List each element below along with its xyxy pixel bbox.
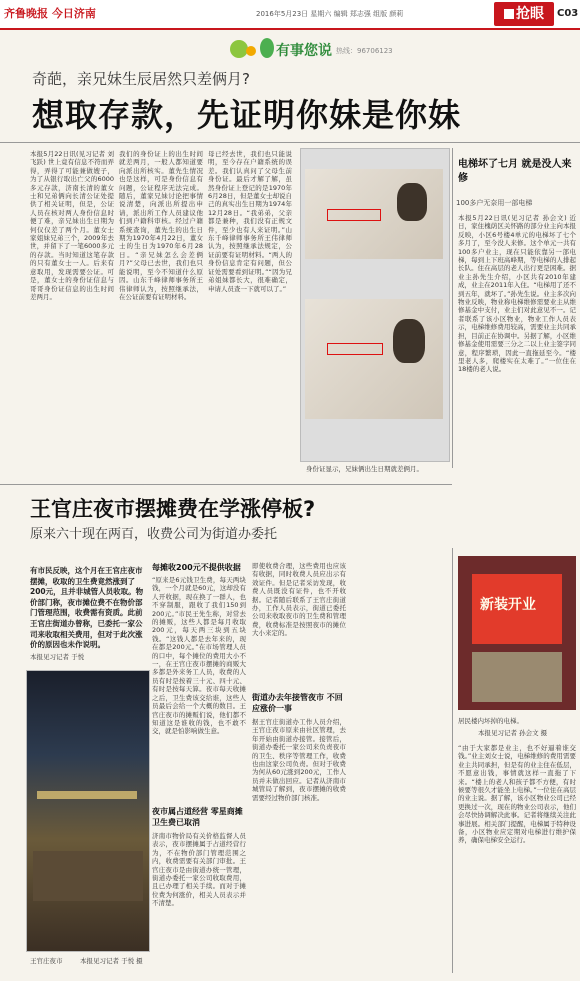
article2-col-d: 据王官庄街道办工作人员介绍，王官庄夜市原来由社区管理，去年开始由街道办接管。接管后，街道办委托一家公司来负责夜市的卫生、秩序等管理工作，收费也由这家公司负责。但对于收费为何从60元涨到200元，工作人员并未做出回应。记者从济南市城管局了解到，夜市摆摊的收费需要经过物价部门核准。 — [252, 718, 346, 802]
divider — [452, 548, 453, 973]
divider — [0, 484, 452, 485]
article2-headline: 王官庄夜市摆摊费在学涨停板? — [30, 497, 316, 521]
article2-col-a: “原来是6元钱卫生费，每天两块钱，一个月就是60元，这却没有人开收据，现在换了一群人，也不穿制服，跟收了我们150到200元。”市民王先生称，对常去的摊贩，这些人都是每月收取200元，每天两三块到五块钱。“这钱人都是去年来的，现在都是200元。”在市场管理人员的口中，每个摊位的费用大小不一，在王官庄夜市摆摊的商贩大多都是外来务工人员，收费的人员有时是按着三十元、四十元、有时是按每天算。夜市每天收摊之后，卫生费该交给谁，这些人员最后会给一个大概的数目。王官庄夜市的摊贩们说，他们都不知道这是谁收的钱，也不敢不交，就是怕影响做生意。 — [152, 576, 246, 736]
highlight-box — [327, 209, 381, 221]
banner-dot-icon — [246, 46, 256, 56]
right1-body: 本报5月22日讯(见习记者 孙会文) 近日，家住槐荫区关怀路的部分业主向本报反映，小区6号楼4单元的电梯坏了七个多月了，至今没人来修。这个单元一共有100多户业主，现在只能依靠另一部电梯，每到上下班高峰期，等电梯的人排起长队。住在高层的老人出行更是困难。据业主孙先生介绍，小区共有2010年建成，业主在2011年入住。“电梯用了还不到五年，就坏了。”孙先生说。业主多次向物业反映，物业称电梯维修需要业主从维修基金中支付，业主们对此意见不一。记者联系了该小区物业，物业工作人员表示，电梯维修费用较高，需要业主共同承担，目前正在协调中。另据了解，小区维修基金使用需要三分之二以上业主签字同意，程序繁琐，因此一直拖延至今。“楼里老人多，爬楼实在太难了。”一位住在18楼的老人说。 — [458, 214, 576, 374]
article2-col-c: 即使收费合理，这些费用也应该有收据，同时收费人员应出示有效证件。但是记者采访发现，收费人员既没有证件，也不开收据。记者随后联系了王官庄街道办，工作人员表示，街道已委托公司来收取夜市的卫生费和管理费，收费标准是按照夜市的摊位大小来定的。 — [252, 562, 346, 638]
divider — [452, 148, 453, 468]
market-stalls — [33, 851, 143, 901]
portrait — [393, 319, 425, 363]
id-card-brother — [305, 299, 443, 419]
page-number: C03 — [557, 8, 579, 19]
article2-byline: 本报见习记者 于悦 — [30, 653, 85, 661]
night-market-caption: 王官庄夜市 — [30, 957, 63, 965]
subhead-c: 街道办去年接管夜市 不回应涨价一事 — [252, 693, 343, 713]
header-info: 2016年5月23日 星期六 编辑 郑志强 组版 颜莉 — [256, 10, 404, 18]
id-card-photo — [300, 148, 450, 462]
right1-title: 电梯坏了七月 就是没人来修 — [458, 159, 572, 184]
article1-col2: 我们的身份证上的出生时间就差两月，一般人都知道要向派出所核实。董先生情况也是这样，可是身份信息有问题，公证程序无法完成。随后，董家兄妹讨论把事情说清楚，向派出所提出申请，派出所工作人员建议他们到户籍科审核。经过户籍系统查询，董先生的出生日期为1970年4月22日，董女士的生日为1970年6月28日。“亲兄妹怎么会差俩月?”父母已去世，我们也只能说明，至今不知道什么原因。山东千峰律师事务所王伟律师认为，按照继承法，在公证前要有证明材料。 — [119, 150, 203, 301]
newspaper-logo: 齐鲁晚报 今日济南 — [4, 7, 96, 20]
divider — [0, 142, 580, 143]
subhead-b: 夜市属占道经营 零星商摊卫生费已取消 — [152, 807, 243, 827]
section-badge-label: 抢眼 — [516, 6, 544, 22]
article2-col-b: 济南市物价局有关价格监督人员表示，夜市摆摊属于占道经营行为，不在物价部门管理范围之内，收费需要有关部门审批。王官庄夜市是由街道办统一管理，街道办委托一家公司收取费用，且已办理了相关手续。而对于摊位费为何涨价，相关人员表示并不清楚。 — [152, 832, 246, 908]
section-badge — [494, 2, 554, 26]
subhead-a: 每摊收200元不提供收据 — [152, 563, 241, 572]
ad-text: 新装开业 — [480, 597, 536, 613]
article1-subtitle: 奇葩，亲兄妹生辰居然只差俩月? — [32, 70, 250, 88]
article1-col1: 本报5月22日讯(见习记者 刘飞跃) 世上竟有信息不符而弄得，弄得了可能兼做嫂子，为了从银行取出亡父的6000多元存款，济南长清的董女士和兄弟俩向长清公证处提供了相关证明，但是，公证人员在核对两人身份信息时便了难，亲兄妹出生日期为何仅仅差了两个月。董女士家姐妹兄弟三个，2009年去世，并留下了一笔6000多元的存款。当时知道这笔存款的只有董女士一人。后来有意取用，发现需要公证。可是，董女士的身份证信息与哥哥身份证信息的出生时间差两月。 — [30, 150, 114, 301]
section-title: 有事您说 — [276, 43, 332, 59]
highlight-box — [327, 343, 383, 355]
elevator-photo — [458, 556, 576, 710]
elevator-caption: 居民楼内坏掉的电梯。 — [458, 717, 523, 725]
night-market-photo — [26, 670, 150, 952]
banner-leaf-icon — [260, 38, 274, 58]
article2-intro: 有市民反映，这个月在王官庄夜市摆摊，收取的卫生费竟然涨到了200元，且并非城管人员收取。物价部门称，夜市摊位费不在物价部门管理范围，收费需有资质。此前王官庄街道办曾称，已委托一家公司来收取相关费用，但对于此次涨价的原因也未作说明。 — [30, 566, 144, 650]
photo-caption: 身份证显示，兄妹俩出生日期就差俩月。 — [306, 465, 423, 473]
light-strip — [37, 791, 137, 799]
article2-subtitle: 原来六十现在两百，收费公司为街道办委托 — [30, 527, 278, 542]
id-card-sister — [305, 169, 443, 259]
article1-headline: 想取存款，先证明你妹是你妹 — [32, 96, 462, 134]
right2-body: “由于大家都是业主，也不好逼着谁交钱。”业主刘女士说，电梯维修的费用需要业主共同承担，但是有的业主住在低层，不愿意出钱，事情就这样一直拖了下来。“楼上的老人和孩子都不方便，有时候要等很久才能坐上电梯。”一位住在高层的业主说。据了解，该小区物业公司已经更换过一次，现在的物业公司表示，他们会尽快协调解决此事。记者将继续关注此事进展。相关部门提醒，电梯属于特种设备，小区物业应定期对电梯进行维护保养，确保电梯安全运行。 — [458, 744, 576, 845]
hotline: 热线：96706123 — [336, 47, 393, 55]
elevator-credit: 本报见习记者 孙会文 摄 — [478, 729, 548, 737]
article1-col3: 母已经去世，我们也只能说明，至今存在户籍系统的误差。我们认真问了父母生前身份证。最后才解了解，虽然身份证上登记的是1970年6月28日，但是董女士却说自己的真实出生日期为1974年12月28日。“我弟弟，父亲都是兼种，我们没有正规文件，至少也有人来证明。”山东千峰律师事务所王伟律师认为，按照继承法规定，公证前要有证明材料。“两人的身份信息肯定有问题，但公证处需要看到证明。”“因为兄弟姐妹都长大，很难确定，申请人员查一下就可以了。” — [208, 150, 292, 293]
badge-square-icon — [504, 9, 514, 19]
elevator-door — [472, 652, 562, 702]
night-market-credit: 本报见习记者 于悦 摄 — [80, 957, 143, 965]
portrait — [397, 183, 427, 221]
right1-subtitle: 100多户无奈用一部电梯 — [456, 199, 533, 207]
